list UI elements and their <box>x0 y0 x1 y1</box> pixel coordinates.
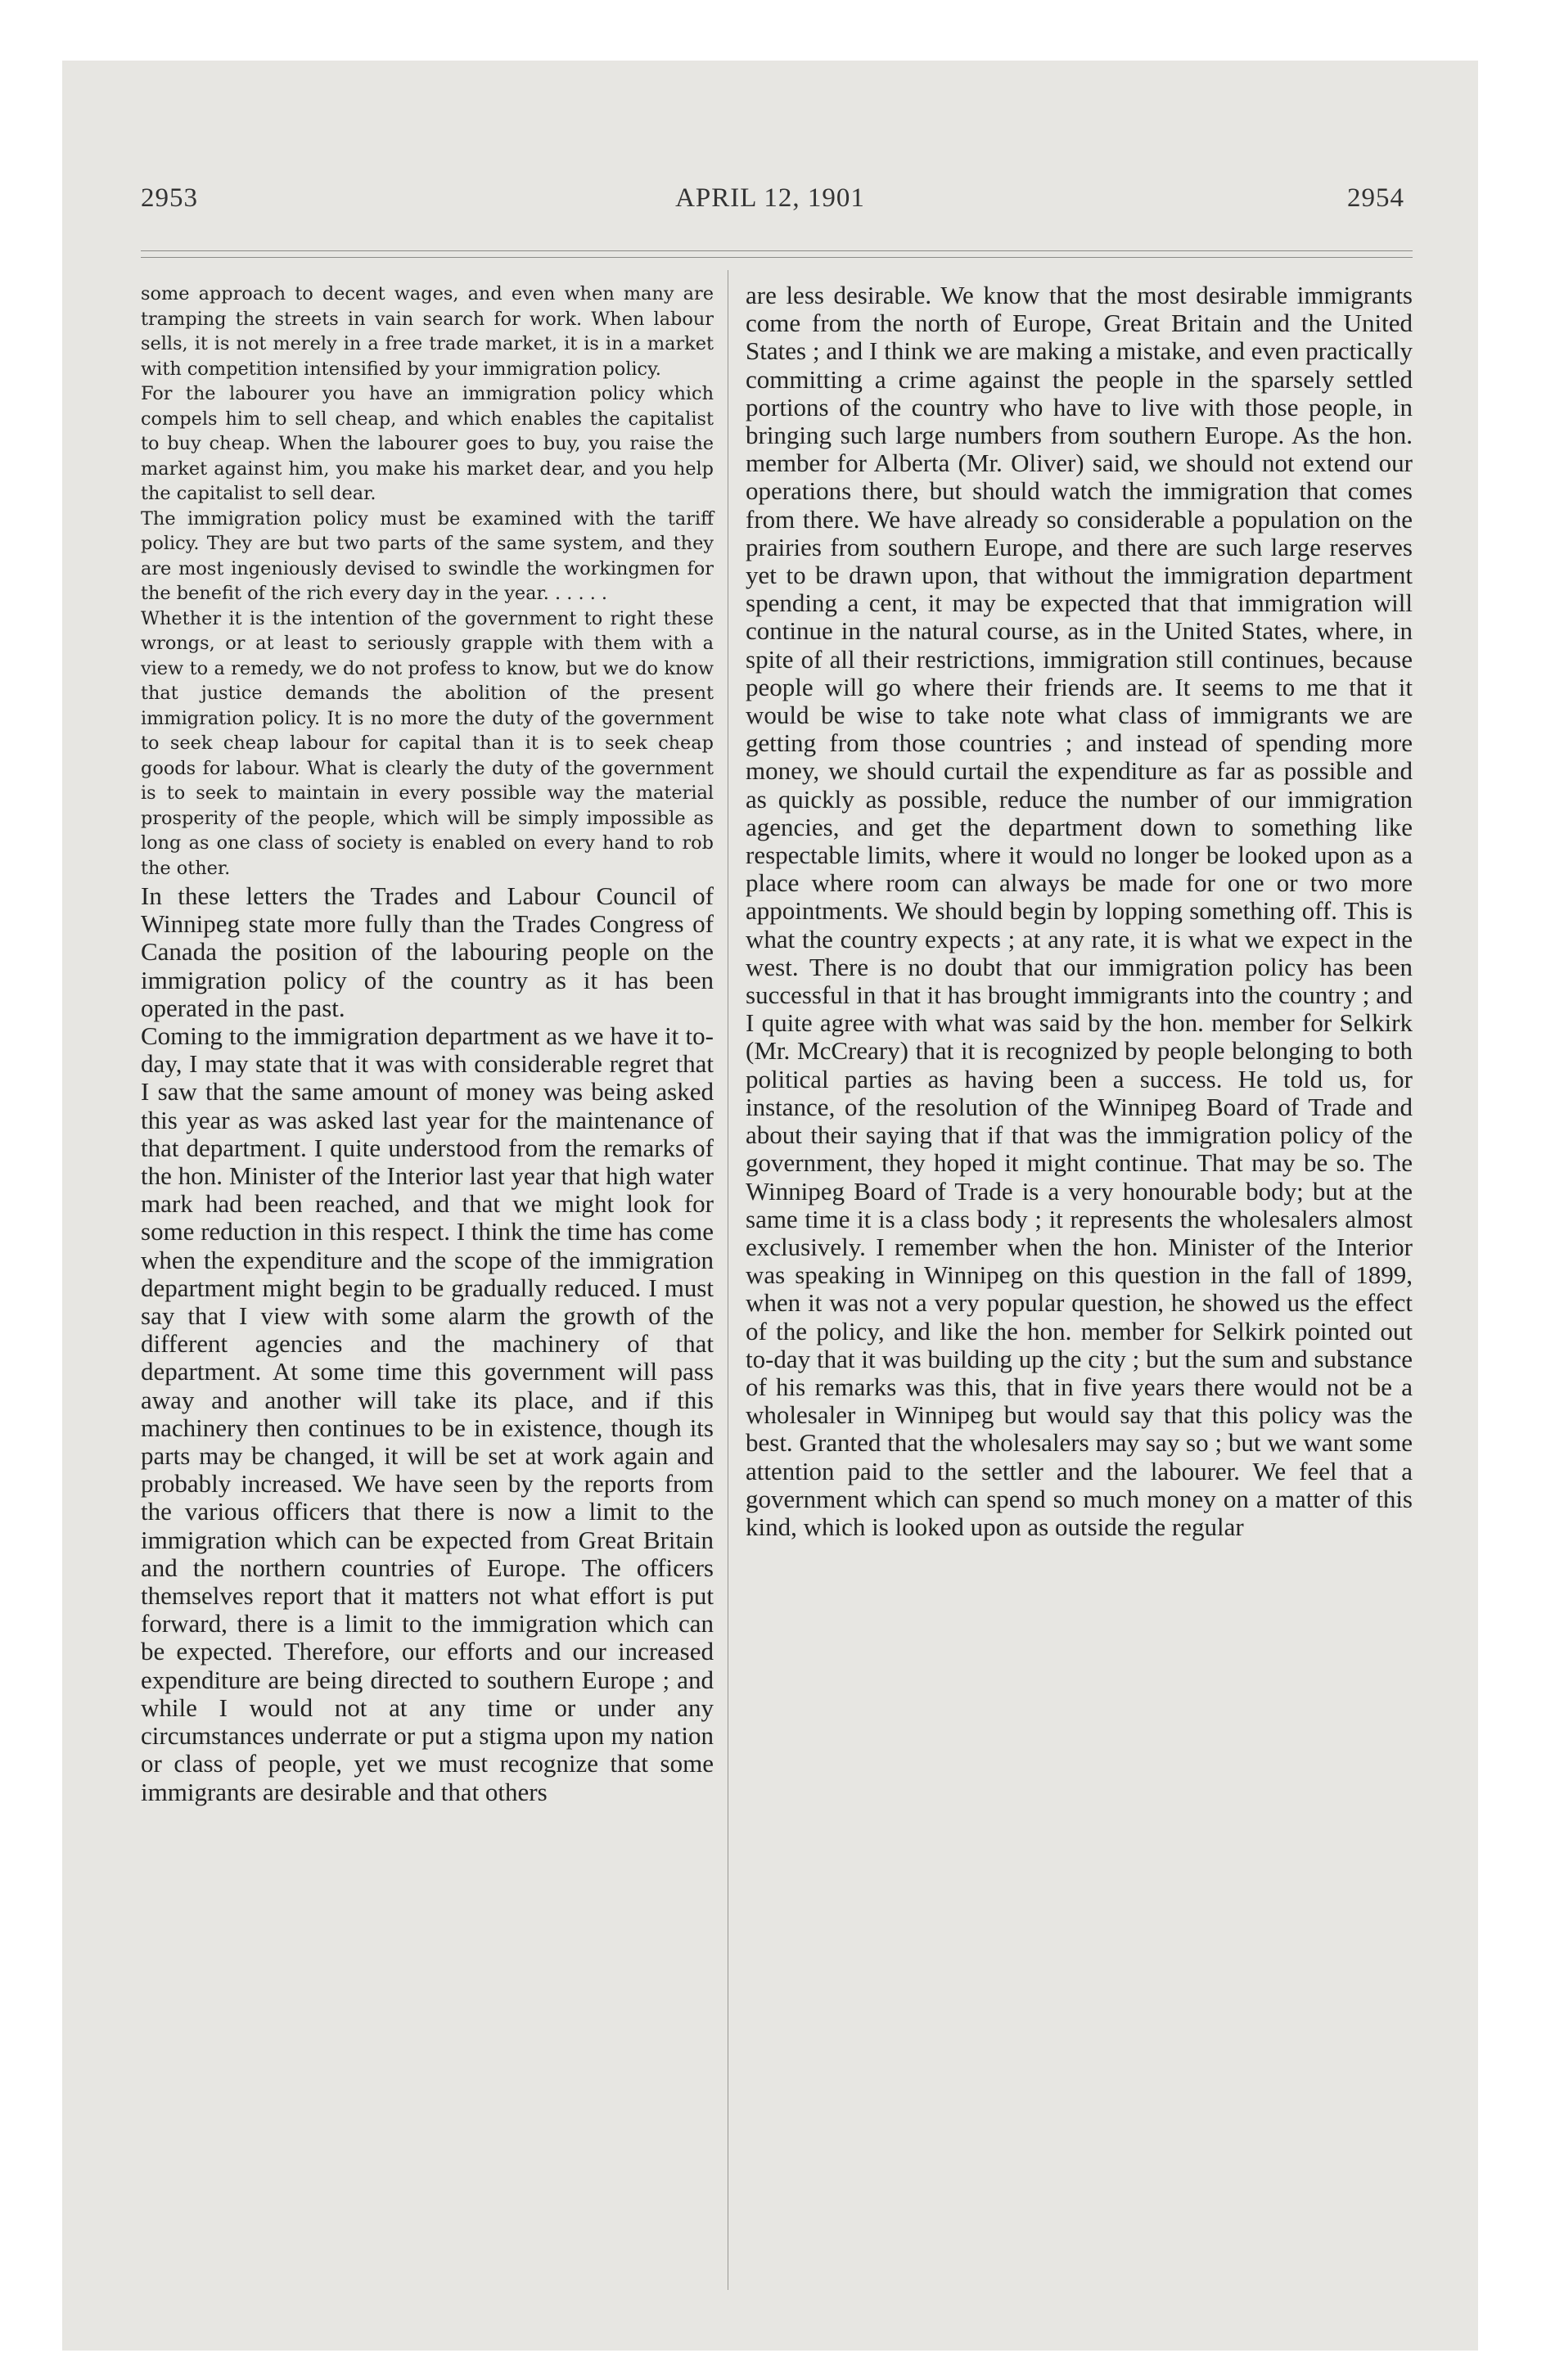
left-column <box>141 282 714 1806</box>
page-scan <box>62 61 1478 2351</box>
quoted-paragraph: some approach to decent wages, and even when many are tramping the streets in vain search for work. When labour sells, it is not merely in a free trade market, it is in a market with competition intensified by your immigration policy. <box>141 283 714 380</box>
header-rule-bottom <box>141 257 1413 258</box>
quoted-paragraph: Whether it is the intention of the government to right these wrongs, or at least to seriously grapple with them with a view to a remedy, we do not profess to know, but we do know that justice demands the abolition of the present immigration policy. It is no more the duty of the government to seek cheap labour for capital than it is to seek cheap goods for labour. What is clearly the duty of the government is to seek to maintain in every possible way the material prosperity of the people, which will be simply impossible as long as one class of society is enabled on every hand to rob the other. <box>141 607 714 879</box>
speech-paragraph: In these letters the Trades and Labour Council of Winnipeg state more fully than the Trades Congress of Canada the position of the labouring people on the immigration policy of the country as it has been operated in the past. <box>141 881 714 1022</box>
page-date: APRIL 12, 1901 <box>675 183 865 213</box>
speech-block <box>141 882 714 1806</box>
right-column <box>746 282 1413 1541</box>
page-number-left: 2953 <box>141 183 198 213</box>
header-rule-top <box>141 250 1413 251</box>
speech-paragraph: Coming to the immigration department as we have it to-day, I may state that it was with considerable regret that I saw that the same amount of money was being asked this year as was asked last year for the maintenance of that department. I quite understood from the remarks of the hon. Minister of the Interior last year that high water mark had been reached, and that we might look for some reduction in this respect. I think the time has come when the expenditure and the scope of the immigration department might begin to be gradually reduced. I must say that I view with some alarm the growth of the different agencies and the machinery of that department. At some time this government will pass away and another will take its place, and if this machinery then continues to be in existence, though its parts may be changed, it will be set at work again and probably increased. We have seen by the reports from the various officers that there is now a limit to the immigration which can be expected from Great Britain and the northern countries of Europe. The officers themselves report that it matters not what effort is put forward, there is a limit to the immigration which can be expected. Therefore, our efforts and our increased expenditure are being directed to southern Europe ; and while I would not at any time or under any circumstances underrate or put a stigma upon my nation or class of people, yet we must recognize that some immigrants are desirable and that others <box>141 1021 714 1806</box>
quoted-paragraph: For the labourer you have an immigration policy which compels him to sell cheap, and which enables the capitalist to buy cheap. When the labourer goes to buy, you raise the market against him, you make his market dear, and you help the capitalist to sell dear. <box>141 383 714 504</box>
page-number-right: 2954 <box>1347 183 1404 213</box>
quoted-letter-block <box>141 282 714 881</box>
quoted-paragraph: The immigration policy must be examined with the tariff policy. They are but two parts of the same system, and they are most ingeniously devised to swindle the workingmen for the benefit of the rich every day in the year. . . . . . <box>141 507 714 604</box>
speech-paragraph: are less desirable. We know that the most desirable immigrants come from the north of Europe, Great Britain and the United States ; and I think we are making a mistake, and even practically committing a crime against the people in the sparsely settled portions of the country who have to live with those people, in bringing such large numbers from southern Europe. As the hon. member for Alberta (Mr. Oliver) said, we should not extend our operations there, but should watch the immigration that comes from there. We have already so considerable a population on the prairies from southern Europe, and there are such large reserves yet to be drawn upon, that without the immigration department spending a cent, it may be expected that that immigration will continue in the natural course, as in the United States, where, in spite of all their restrictions, immigration still continues, because people will go where their friends are. It seems to me that it would be wise to take note what class of immigrants we are getting from those countries ; and instead of spending more money, we should curtail the expenditure as far as possible and as quickly as possible, reduce the number of our immigration agencies, and get the department down to something like respectable limits, where it would no longer be looked upon as a place where room can always be made for one or two more appointments. We should begin by lopping something off. This is what the country expects ; at any rate, it is what we expect in the west. There is no doubt that our immigration policy has been successful in that it has brought immigrants into the country ; and I quite agree with what was said by the hon. member for Selkirk (Mr. McCreary) that it is recognized by people belonging to both political parties as having been a success. He told us, for instance, of the resolution of the Winnipeg Board of Trade and about their saying that if that was the immigration policy of the government, they hoped it might continue. That may be so. The Winnipeg Board of Trade is a very honourable body; but at the same time it is a class body ; it represents the wholesalers almost exclusively. I remember when the hon. Minister of the Interior was speaking in Winnipeg on this question in the fall of 1899, when it was not a very popular question, he showed us the effect of the policy, and like the hon. member for Selkirk pointed out to-day that it was building up the city ; but the sum and substance of his remarks was this, that in five years there would not be a wholesaler in Winnipeg but would say that this policy was the best. Granted that the wholesalers may say so ; but we want some attention paid to the settler and the labourer. We feel that a government which can spend so much money on a matter of this kind, which is looked upon as outside the regular <box>746 281 1413 1541</box>
